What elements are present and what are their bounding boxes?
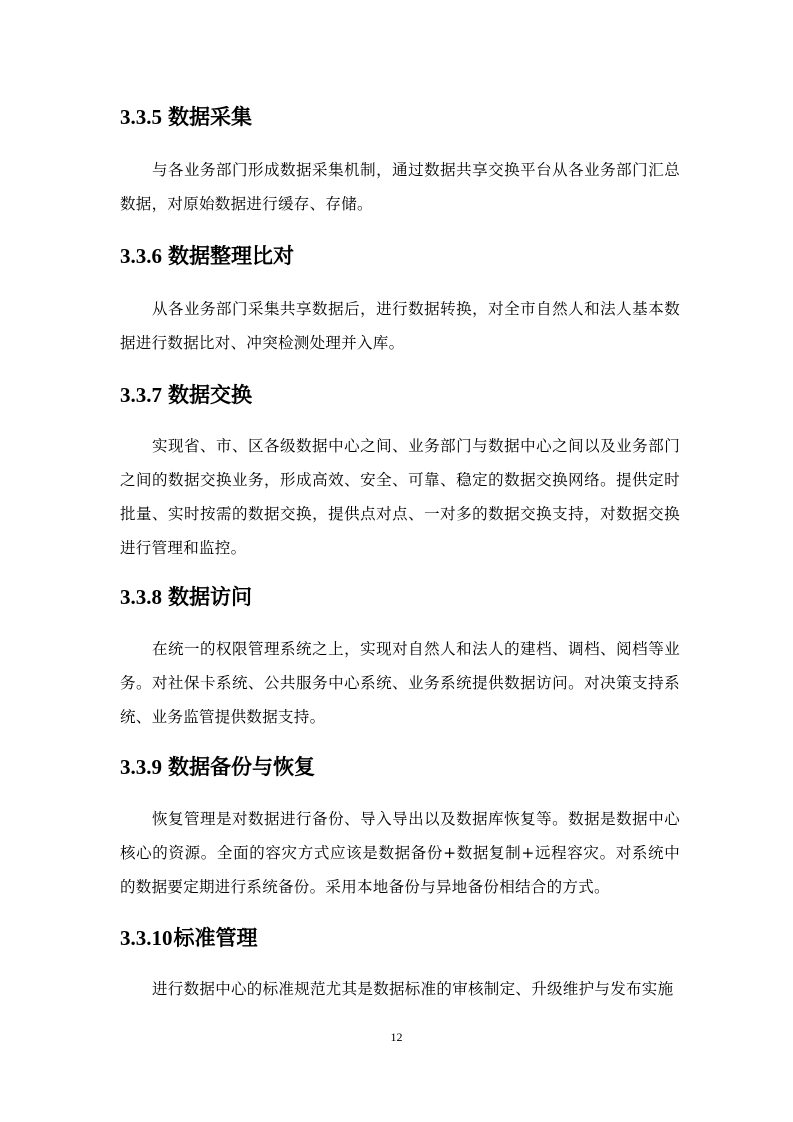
section-number: 3.3.9: [120, 755, 162, 779]
section-body-3-3-6: 从各业务部门采集共享数据后，进行数据转换，对全市自然人和法人基本数据进行数据比对、冲突检测处理并入库。: [120, 300, 680, 352]
section-heading-3-3-10: [120, 924, 258, 952]
page-number: 12: [390, 1030, 403, 1044]
section-heading-3-3-9: [120, 753, 315, 781]
section-number: 3.3.5: [120, 105, 162, 129]
section-number: 3.3.8: [120, 585, 162, 609]
section-title: 数据交换: [168, 382, 252, 407]
section-title: 标准管理: [173, 925, 258, 950]
section-heading-3-3-6: [120, 242, 294, 270]
section-number: 3.3.10: [120, 926, 173, 950]
section-heading-3-3-5: [120, 103, 252, 131]
section-body-3-3-7: 实现省、市、区各级数据中心之间、业务部门与数据中心之间以及业务部门之间的数据交换业务，形成高效、安全、可靠、稳定的数据交换网络。提供定时批量、实时按需的数据交换，提供点对点、一对多的数据交换支持，对数据交换进行管理和监控。: [120, 437, 680, 557]
section-heading-3-3-8: [120, 583, 252, 611]
section-number: 3.3.6: [120, 244, 162, 268]
section-body-3-3-10: 进行数据中心的标准规范尤其是数据标准的审核制定、升级维护与发布实施: [152, 980, 674, 998]
section-title: 数据访问: [168, 584, 252, 609]
section-number: 3.3.7: [120, 383, 162, 407]
section-title: 数据采集: [168, 104, 252, 129]
section-body-3-3-5: 与各业务部门形成数据采集机制，通过数据共享交换平台从各业务部门汇总数据，对原始数据进行缓存、存储。: [120, 161, 680, 213]
section-heading-3-3-7: [120, 381, 252, 409]
section-body-3-3-9: 恢复管理是对数据进行备份、导入导出以及数据库恢复等。数据是数据中心核心的资源。全面的容灾方式应该是数据备份+数据复制+远程容灾。对系统中的数据要定期进行系统备份。采用本地备份与异地备份相结合的方式。: [120, 810, 680, 896]
section-body-3-3-8: 在统一的权限管理系统之上，实现对自然人和法人的建档、调档、阅档等业务。对社保卡系统、公共服务中心系统、业务系统提供数据访问。对决策支持系统、业务监管提供数据支持。: [120, 640, 680, 726]
section-title: 数据整理比对: [168, 243, 294, 268]
section-title: 数据备份与恢复: [168, 754, 315, 779]
